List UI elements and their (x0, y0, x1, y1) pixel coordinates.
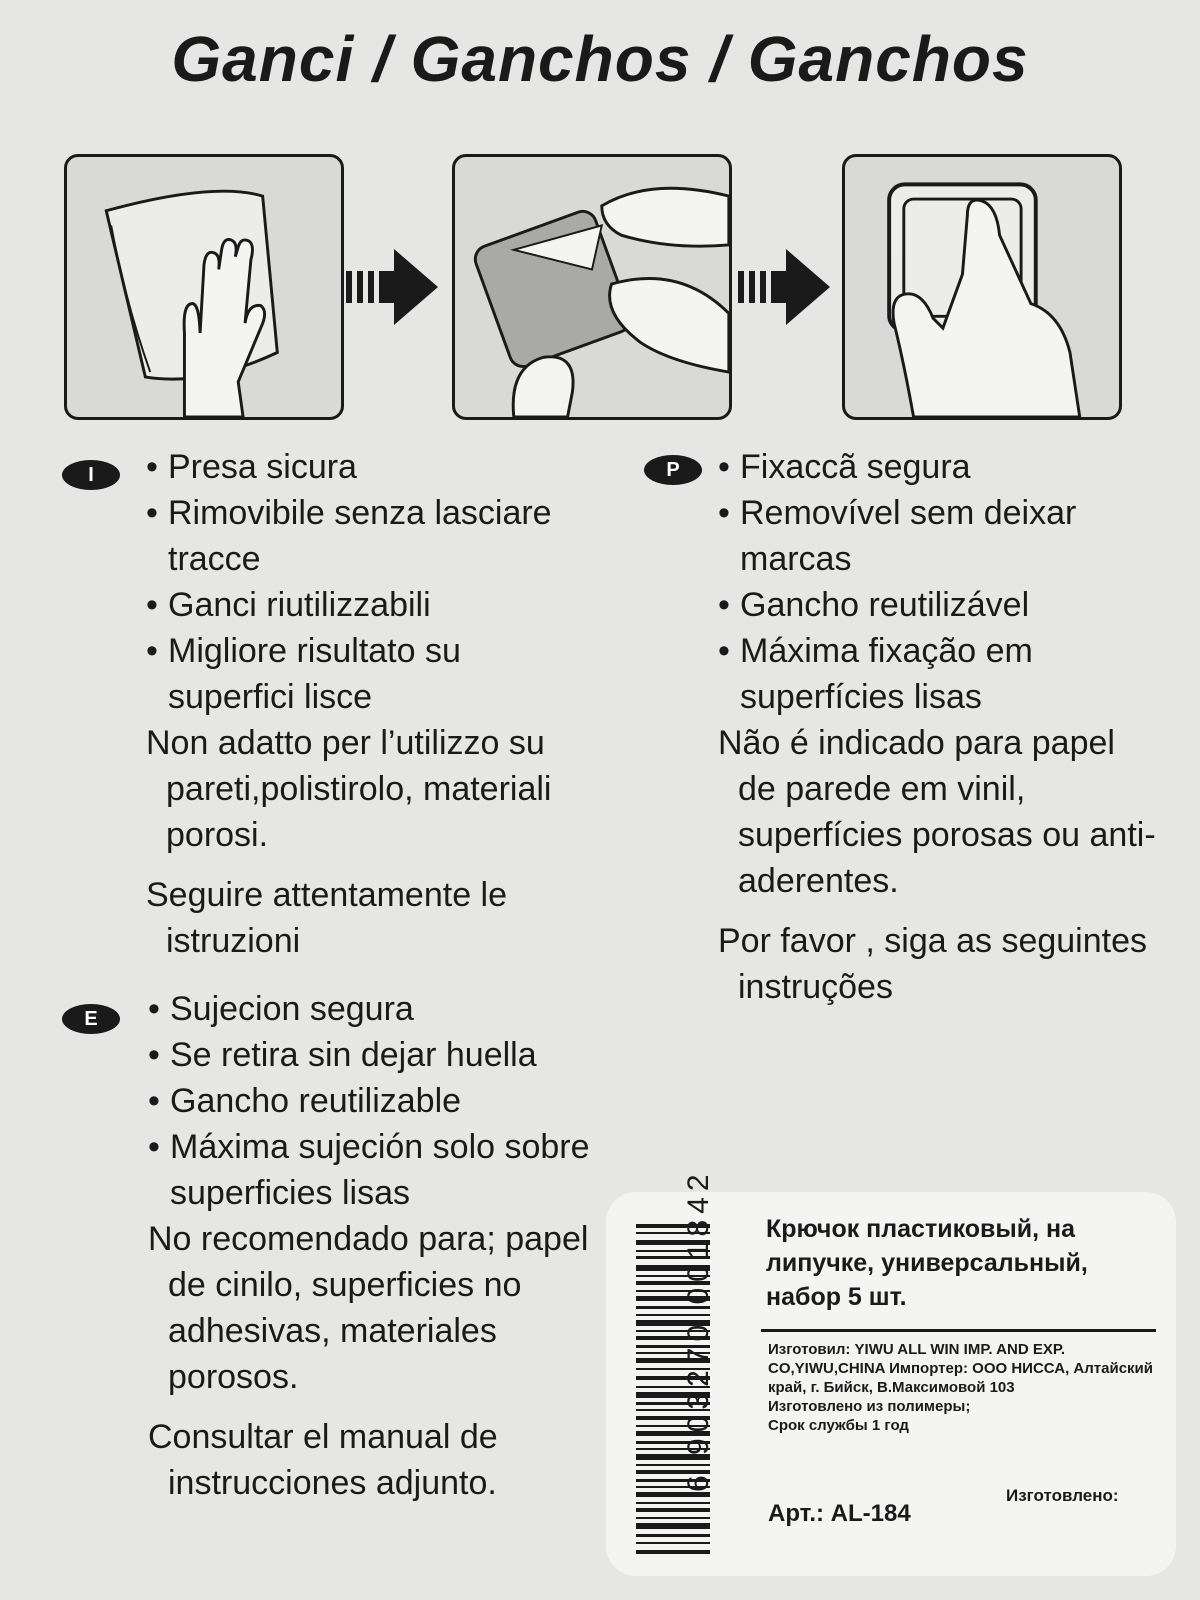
page-title: Ganci / Ganchos / Ganchos (171, 23, 1029, 95)
bullet-item: • Máxima fixação em superfícies lisas (718, 628, 1158, 720)
step-clean-illustration (64, 154, 344, 420)
italian-section (146, 444, 556, 964)
article-number: Арт.: AL-184 (768, 1500, 911, 1527)
product-title: Крючок пластиковый, на липучке, универсальный, набор 5 шт. (766, 1215, 1088, 1311)
barcode-number: 6 903270 001842 (682, 1168, 715, 1492)
warning-text: Não é indicado para papel de parede em vinil, superfícies porosas ou anti-aderentes. (718, 724, 1156, 900)
arrow-right-icon (738, 245, 830, 329)
instructions-text: Seguire attentamente le istruzioni (146, 876, 508, 960)
instructions-text: Por favor , siga as seguintes instruções (718, 922, 1148, 1006)
bullet-item: • Ganci riutilizzabili (146, 582, 556, 628)
warning-text: No recomendado para; papel de cinilo, superficies no adhesivas, materiales porosos. (148, 1220, 589, 1396)
arrow-right-icon (346, 245, 438, 329)
bullet-item: • Máxima sujeción solo sobre superficies lisas (148, 1124, 598, 1216)
portuguese-section (718, 444, 1158, 1010)
bullet-item: • Fixaccã segura (718, 444, 1158, 490)
language-badge-italian: I (62, 460, 120, 490)
bullet-item: • Removível sem deixar marcas (718, 490, 1158, 582)
service-life: Срок службы 1 год (768, 1417, 909, 1434)
material-info: Изготовлено из полимеры; (768, 1398, 971, 1415)
bullet-item: • Gancho reutilizable (148, 1078, 598, 1124)
instructions-text: Consultar el manual de instrucciones adjunto. (148, 1418, 498, 1502)
product-sticker (606, 1168, 1176, 1576)
bullet-item: • Sujecion segura (148, 986, 598, 1032)
manufacturer-importer: Изготовил: YIWU ALL WIN IMP. AND EXP. CO,YIWU,CHINA Импортер: ООО НИССА, Алтайский край, г. Бийск, В.Максимовой 103 (768, 1341, 1153, 1396)
warning-text: Non adatto per l’utilizzo su pareti,polistirolo, materiali porosi. (146, 724, 552, 854)
language-badge-portuguese: P (644, 455, 702, 485)
bullet-item: • Gancho reutilizável (718, 582, 1158, 628)
bullet-item: • Rimovibile senza lasciare tracce (146, 490, 556, 582)
bullet-item: • Migliore risultato su superfici lisce (146, 628, 556, 720)
divider (761, 1329, 1156, 1332)
step-press-illustration (842, 154, 1122, 420)
language-badge-spanish: E (62, 1004, 120, 1034)
manufactured-date-label: Изготовлено: (1006, 1486, 1119, 1505)
step-peel-illustration (452, 154, 732, 420)
spanish-section (148, 986, 598, 1506)
product-details (768, 1340, 1168, 1435)
bullet-item: • Presa sicura (146, 444, 556, 490)
bullet-item: • Se retira sin dejar huella (148, 1032, 598, 1078)
